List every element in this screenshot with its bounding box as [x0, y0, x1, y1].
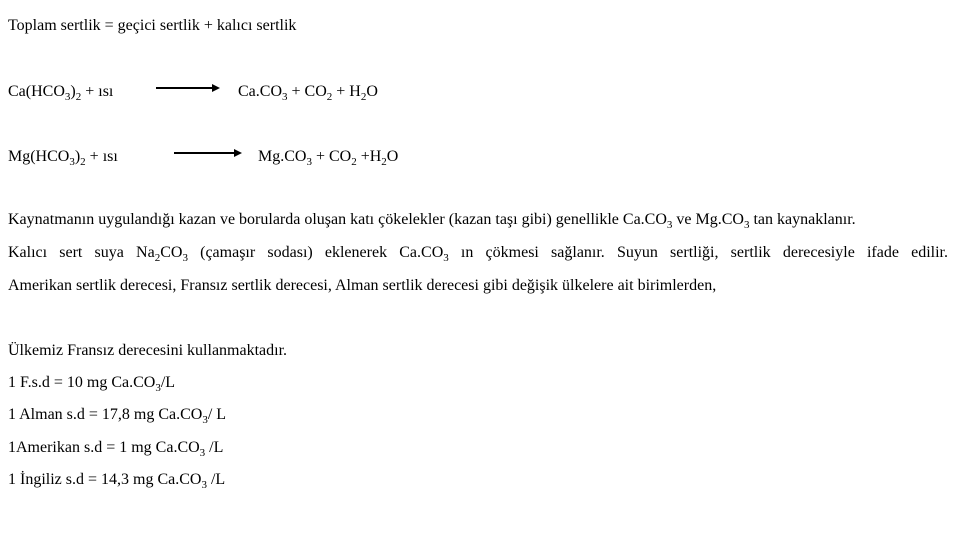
unit-line: 1Amerikan s.d = 1 mg $Ca.CO_3$ /L — [8, 439, 224, 459]
reaction-mg-right: $Mg.CO_3 + CO_2 +H_2O$ — [258, 148, 399, 168]
unit-line: 1 Alman s.d = 17,8 mg $Ca.CO_3/$ L — [8, 406, 227, 426]
heading: Toplam sertlik = geçici sertlik + kalıcı sertlik — [8, 17, 297, 34]
unit-line: 1 İngiliz s.d = 14,3 mg $Ca.CO_3$ /L — [8, 471, 226, 491]
reaction-ca-right: $Ca.CO_3 + CO_2 + H_2O$ — [238, 83, 378, 103]
paragraph-line-1: Kaynatmanın uygulandığı kazan ve borularda oluşan katı çökelekler (kazan taşı gibi) genellikle $Ca.CO_3$ ve $Mg.CO_3$ tan kaynaklanır. — [8, 211, 856, 231]
reaction-ca-left: $Ca(HCO_3)_2$ + ısı — [8, 83, 114, 103]
reaction-arrow-icon — [156, 87, 218, 89]
reaction-arrow-icon — [174, 152, 240, 154]
paragraph-line-3: Amerikan sertlik derecesi, Fransız sertlik derecesi, Alman sertlik derecesi gibi değişik ülkelere ait birimlerden, — [8, 277, 717, 294]
reaction-mg-left: $Mg(HCO_3)_2$ + ısı — [8, 148, 118, 168]
unit-line: 1 F.s.d = 10 mg $Ca.CO_3/L$ — [8, 374, 176, 394]
paragraph-line-2: Kalıcı sert suya $Na_2CO_3$ (çamaşır sodası) eklenerek $Ca.CO_3$ ın çökmesi sağlanır. Suyun sertliği, sertlik derecesiyle ifade edilir. — [8, 244, 949, 264]
country-note: Ülkemiz Fransız derecesini kullanmaktadır. — [8, 342, 288, 359]
